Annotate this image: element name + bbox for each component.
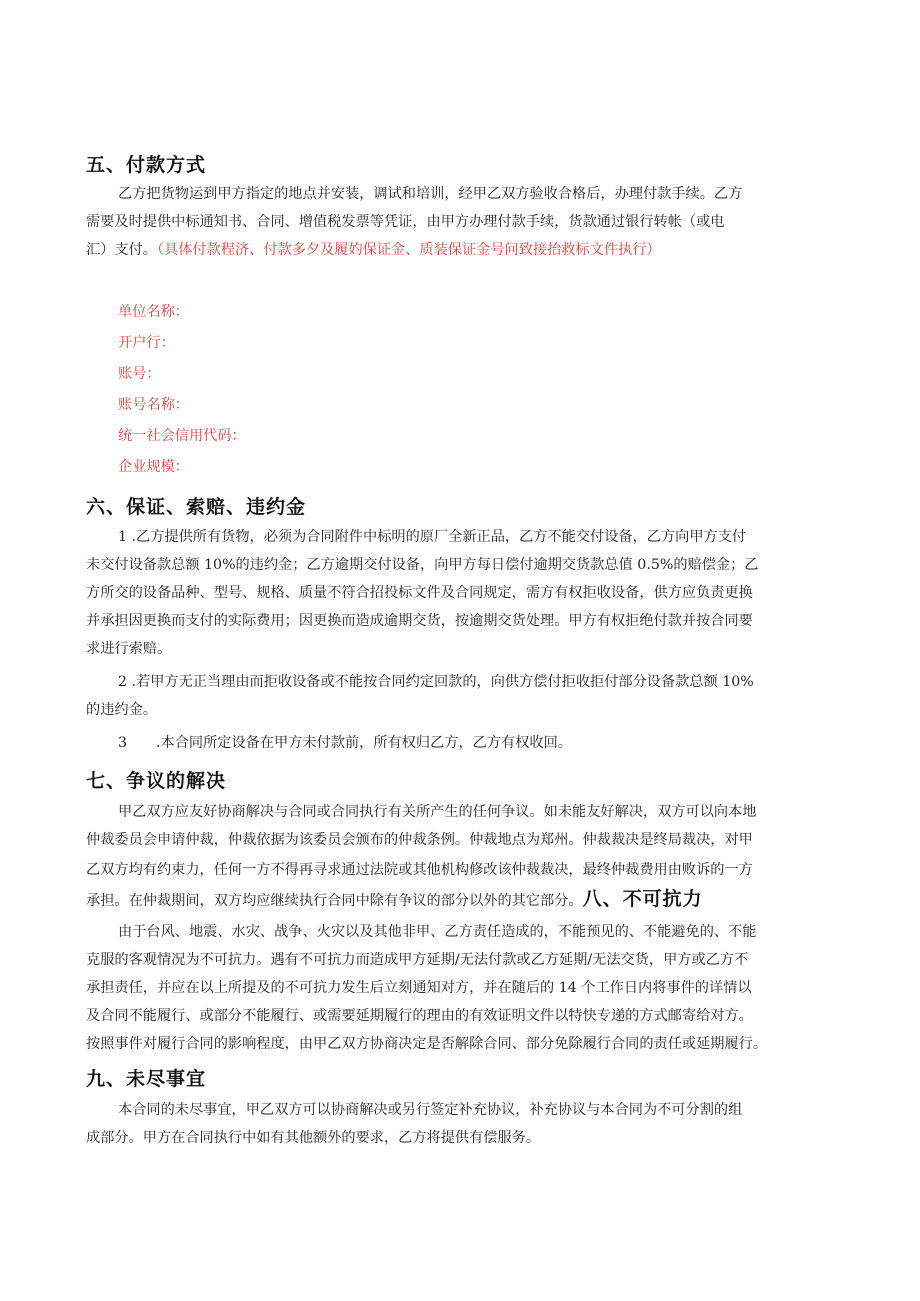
bank-opening-bank: 开户行： <box>118 335 175 351</box>
s6-p2-line-1: 2 .若甲方无正当理由而拒收设备或不能按合同约定回款的，向供方偿付拒收拒付部分设备款总额 10% <box>118 674 754 690</box>
s9-line-1: 本合同的未尽事宜，甲乙双方可以协商解决或另行签定补充协议，补充协议与本合同为不可分割的组 <box>118 1102 743 1118</box>
s8-line-1: 由于台风、地震、水灾、战争、火灾以及其他非甲、乙方责任造成的，不能预见的、不能避免的、不能 <box>118 924 757 940</box>
s8-line-3: 承担责任，并应在以上所提及的不可抗力发生后立刻通知对方，并在随后的 14 个工作日内将事件的详情以 <box>86 980 752 996</box>
s5-line-2: 需要及时提供中标通知书、合同、增值税发票等凭证，由甲方办理付款手续，货款通过银行转帐（或电 <box>86 214 725 230</box>
s6-p1-line-4: 并承担因更换而支付的实际费用；因更换而造成逾期交货，按逾期交货处理。甲方有权拒绝付款并按合同要 <box>86 613 753 629</box>
s7-line-4-text: 承担。在仲裁期间，双方均应继续执行合同中除有争议的部分以外的其它部分。 <box>86 893 583 909</box>
section-6-heading: 六、保证、索赔、违约金 <box>86 496 307 518</box>
section-5-heading: 五、付款方式 <box>86 154 207 176</box>
s9-line-2: 成部分。甲方在合同执行中如有其他额外的要求，乙方将提供有偿服务。 <box>86 1130 541 1146</box>
s6-p3-text: .本合同所定设备在甲方未付款前，所有权归乙方，乙方有权收回。 <box>156 735 572 751</box>
s5-line-3 <box>86 240 661 260</box>
s8-line-4: 及合同不能履行、或部分不能履行、或需要延期履行的理由的有效证明文件以特快专递的方式邮寄给对方。 <box>86 1008 753 1024</box>
bank-credit-code: 统一社会信用代码： <box>118 428 246 444</box>
s6-p1-line-3: 方所交的设备品种、型号、规格、质量不符合招投标文件及合同规定，需方有权拒收设备，供方应负责更换 <box>86 585 753 601</box>
s6-p3-line <box>118 733 572 753</box>
s6-p2-line-2: 的违约金。 <box>86 702 157 718</box>
bank-enterprise-scale: 企业规模： <box>118 459 189 475</box>
s6-p1-line-2: 未交付设备款总额 10%的违约金；乙方逾期交付设备，向甲方每日偿付逾期交货款总值 0.5%的赔偿金；乙 <box>86 557 759 573</box>
section-9-heading: 九、未尽事宜 <box>86 1068 207 1090</box>
s7-line-3: 乙双方均有约束力，任何一方不得再寻求通过法院或其他机构修改该仲裁裁决，最终仲裁费用由败诉的一方 <box>86 862 753 878</box>
s5-line-1: 乙方把货物运到甲方指定的地点并安装，调试和培训，经甲乙双方验收合格后，办理付款手续。乙方 <box>118 186 743 202</box>
s8-line-5: 按照事件对履行合同的影响程度，由甲乙双方协商决定是否解除合同、部分免除履行合同的责任或延期履行。 <box>86 1036 768 1052</box>
bank-account: 账号： <box>118 366 161 382</box>
s6-p3-number: 3 <box>118 735 128 751</box>
s5-line-3-text: 汇）支付。 <box>86 242 157 258</box>
s8-line-2: 克服的客观情况为不可抗力。遇有不可抗力而造成甲方延期/无法付款或乙方延期/无法交货，甲方或乙方不 <box>86 952 749 968</box>
s7-line-1: 甲乙双方应友好协商解决与合同或合同执行有关所产生的任何争议。如未能友好解决，双方可以向本地 <box>118 804 757 820</box>
bank-account-name: 账号名称： <box>118 397 189 413</box>
s6-p1-line-5: 求进行索赔。 <box>86 641 172 657</box>
s7-line-2: 仲裁委员会申请仲裁，仲裁依据为该委员会颁布的仲裁条例。仲裁地点为郑州。仲裁裁决是终局裁决，对甲 <box>86 832 753 848</box>
s6-p1-line-1: 1 .乙方提供所有货物，必须为合同附件中标明的原厂全新正品，乙方不能交付设备，乙方向甲方支付 <box>118 529 747 545</box>
s5-line-3-red-note: （具体付款程济、付款多夕及履妁保证金、质装保证金号问致接抬救标文件执行） <box>156 242 661 258</box>
section-8-heading: 八、不可抗力 <box>582 888 703 910</box>
section-7-heading: 七、争议的解决 <box>86 770 227 792</box>
bank-unit-name: 单位名称： <box>118 304 189 320</box>
s7-line-4 <box>86 889 703 911</box>
